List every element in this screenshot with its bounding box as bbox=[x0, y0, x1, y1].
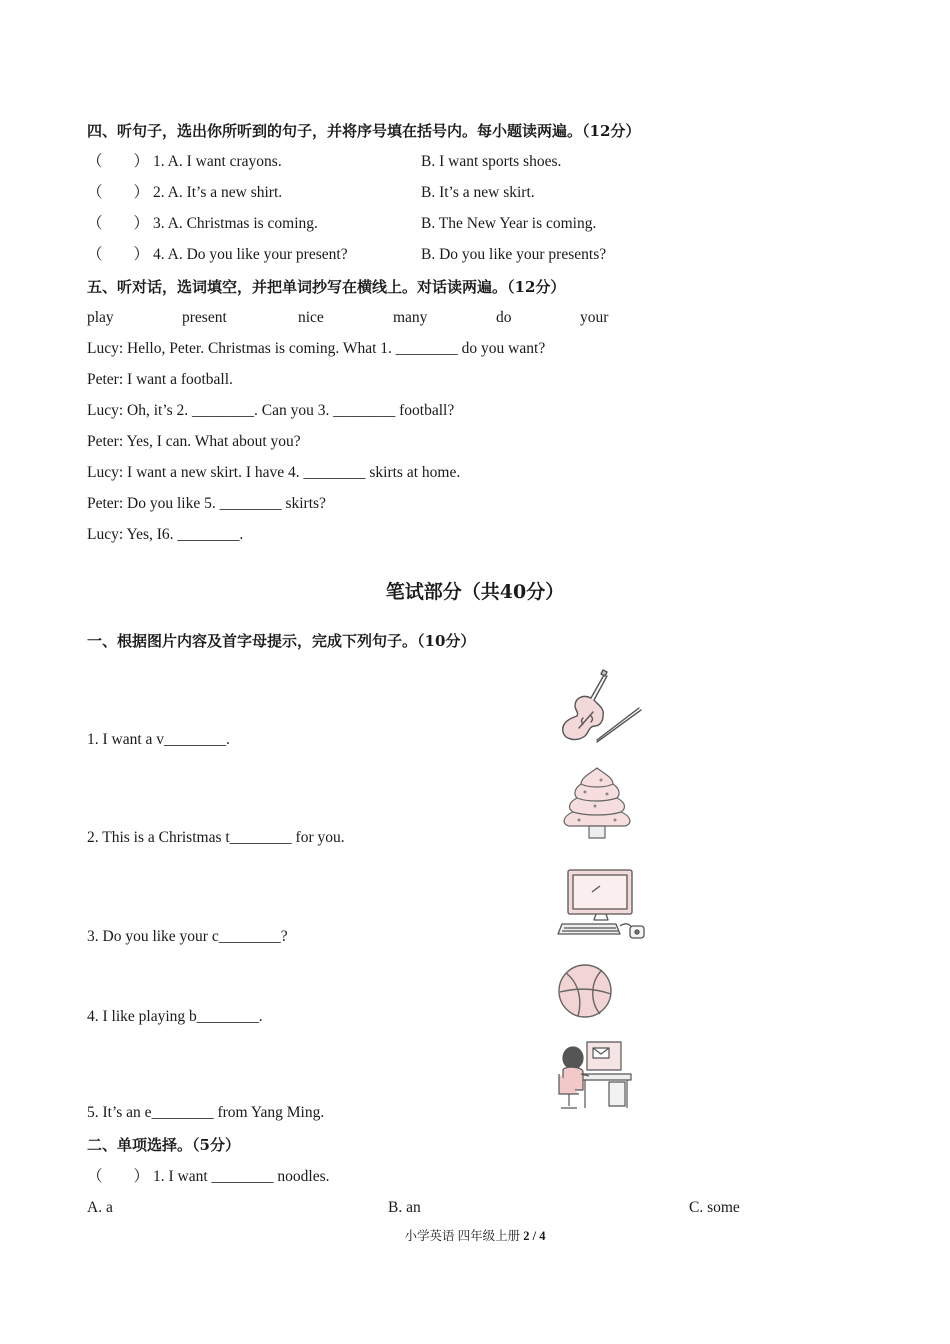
word-bank-item: many bbox=[393, 309, 428, 326]
option-a: 1. A. I want crayons. bbox=[153, 153, 282, 170]
fill-sentence: 1. I want a v________. bbox=[87, 731, 230, 748]
word-bank-item: your bbox=[580, 309, 609, 326]
section4-heading: 四、听句子，选出你所听到的句子，并将序号填在括号内。每小题读两遍。（12分） bbox=[87, 122, 641, 140]
dialogue-line: Lucy: I want a new skirt. I have 4. ________ skirts at home. bbox=[87, 464, 461, 481]
written-part-title: 笔试部分（共40分） bbox=[385, 581, 565, 603]
part2-heading: 二、单项选择。（5分） bbox=[87, 1136, 240, 1154]
option-a: 3. A. Christmas is coming. bbox=[153, 215, 318, 232]
page-number: 2 bbox=[523, 1229, 530, 1243]
violin-icon bbox=[553, 666, 647, 744]
fill-sentence: 5. It’s an e________ from Yang Ming. bbox=[87, 1104, 325, 1121]
choice-a: A. a bbox=[87, 1199, 113, 1216]
fill-sentence: 4. I like playing b________. bbox=[87, 1008, 263, 1025]
answer-paren: （ ） bbox=[87, 215, 150, 232]
option-b: B. It’s a new skirt. bbox=[421, 184, 535, 201]
page-footer bbox=[0, 1226, 950, 1244]
footer-subject: 小学英语 四年级上册 bbox=[404, 1229, 521, 1243]
answer-paren: （ ） bbox=[87, 1168, 150, 1185]
dialogue-line: Lucy: Oh, it’s 2. ________. Can you 3. ________ football? bbox=[87, 402, 455, 419]
computer-icon bbox=[556, 866, 652, 942]
word-bank-item: nice bbox=[298, 309, 324, 326]
basketball-icon bbox=[556, 962, 614, 1020]
word-bank-item: do bbox=[496, 309, 512, 326]
dialogue-line: Lucy: Hello, Peter. Christmas is coming. What 1. ________ do you want? bbox=[87, 340, 546, 357]
fill-sentence: 2. This is a Christmas t________ for you. bbox=[87, 829, 345, 846]
dialogue-line: Peter: I want a football. bbox=[87, 371, 233, 388]
question-stem: 1. I want ________ noodles. bbox=[153, 1168, 330, 1185]
option-b: B. The New Year is coming. bbox=[421, 215, 597, 232]
word-bank-item: present bbox=[182, 309, 227, 326]
dialogue-line: Peter: Yes, I can. What about you? bbox=[87, 433, 301, 450]
christmas-tree-icon bbox=[555, 764, 639, 844]
choice-b: B. an bbox=[388, 1199, 421, 1216]
fill-sentence: 3. Do you like your c________? bbox=[87, 928, 288, 945]
option-b: B. I want sports shoes. bbox=[421, 153, 562, 170]
page-separator: / bbox=[532, 1229, 537, 1243]
word-bank-item: play bbox=[87, 309, 114, 326]
dialogue-line: Lucy: Yes, I6. ________. bbox=[87, 526, 244, 543]
choice-c: C. some bbox=[689, 1199, 740, 1216]
page-total: 4 bbox=[539, 1229, 546, 1243]
option-b: B. Do you like your presents? bbox=[421, 246, 607, 263]
answer-paren: （ ） bbox=[87, 184, 150, 201]
option-a: 4. A. Do you like your present? bbox=[153, 246, 348, 263]
answer-paren: （ ） bbox=[87, 246, 150, 263]
email-girl-icon bbox=[555, 1038, 635, 1114]
option-a: 2. A. It’s a new shirt. bbox=[153, 184, 283, 201]
section5-heading: 五、听对话，选词填空，并把单词抄写在横线上。对话读两遍。（12分） bbox=[87, 278, 566, 296]
answer-paren: （ ） bbox=[87, 153, 150, 170]
part1-heading: 一、根据图片内容及首字母提示，完成下列句子。（10分） bbox=[87, 632, 476, 650]
dialogue-line: Peter: Do you like 5. ________ skirts? bbox=[87, 495, 326, 512]
